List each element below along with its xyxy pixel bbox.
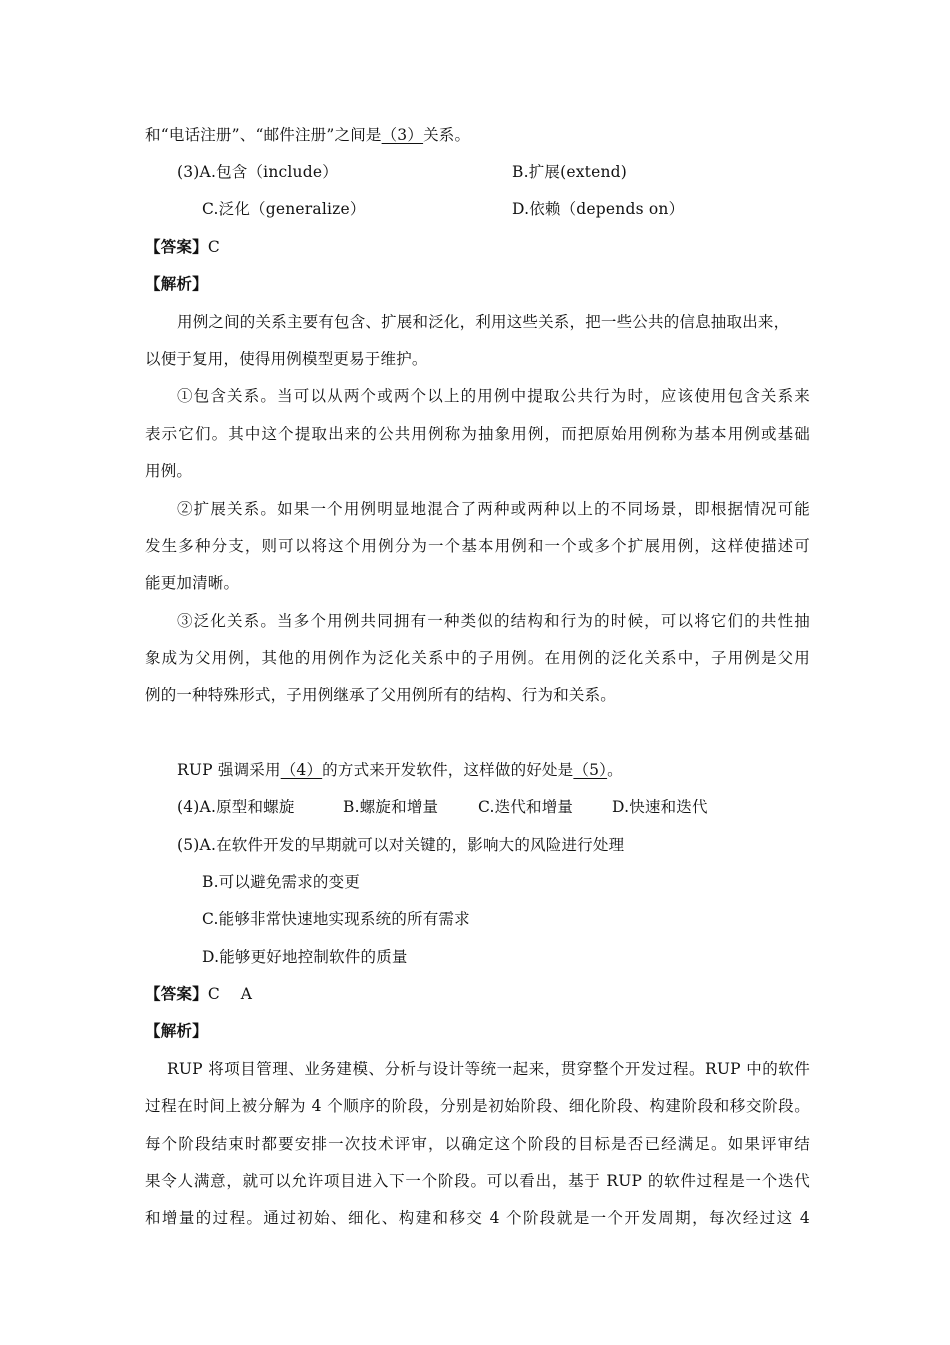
q45-analysis-l5: 和增量的过程。通过初始、细化、构建和移交 4 个阶段就是一个开发周期，每次经过这 4 [145, 1209, 810, 1227]
q3-analysis-p2-l3: 用例。 [145, 462, 193, 480]
q3-analysis-p2-l1: ①包含关系。当可以从两个或两个以上的用例中提取公共行为时，应该使用包含关系来 [177, 387, 810, 405]
q3-analysis-label: 【解析】 [145, 274, 208, 293]
q45-stem-b: 的方式来开发软件，这样做的好处是 [322, 761, 574, 779]
q3-option-b: B.扩展(extend) [512, 163, 628, 181]
q45-stem-a: RUP 强调采用 [177, 761, 281, 779]
q5-blank: （5） [573, 761, 608, 779]
q3-stem [145, 124, 810, 146]
q3-analysis-p1-l2: 以便于复用，使得用例模型更易于维护。 [145, 350, 428, 368]
q3-analysis-p4-l3: 例的一种特殊形式，子用例继承了父用例所有的结构、行为和关系。 [145, 686, 617, 704]
q3-options-row2 [202, 198, 867, 220]
q3-analysis-p3-l3: 能更加清晰。 [145, 574, 240, 592]
q3-answer-label: 【答案】 [145, 237, 208, 256]
q45-stem [177, 759, 842, 781]
q3-option-a: (3)A.包含（include） [177, 163, 338, 181]
q5-option-a: (5)A.在软件开发的早期就可以对关键的，影响大的风险进行处理 [177, 836, 625, 854]
q45-analysis-l2: 过程在时间上被分解为 4 个顺序的阶段，分别是初始阶段、细化阶段、构建阶段和移交阶段。 [145, 1097, 810, 1115]
q3-option-d: D.依赖（depends on） [512, 200, 685, 218]
q45-answer [145, 983, 810, 1005]
q3-answer [145, 236, 810, 258]
q3-stem-suffix: 关系。 [423, 126, 471, 144]
q3-analysis-p3-l1: ②扩展关系。如果一个用例明显地混合了两种或两种以上的不同场景，即根据情况可能 [177, 500, 810, 518]
q5-option-c: C.能够非常快速地实现系统的所有需求 [202, 910, 470, 928]
q4-option-b: B.螺旋和增量 [343, 798, 439, 816]
q4-option-a: (4)A.原型和螺旋 [177, 798, 295, 816]
q3-analysis-p2-l2: 表示它们。其中这个提取出来的公共用例称为抽象用例，而把原始用例称为基本用例或基础 [145, 425, 810, 443]
q45-analysis-l1: RUP 将项目管理、业务建模、分析与设计等统一起来，贯穿整个开发过程。RUP 中的软件 [167, 1060, 810, 1078]
q3-analysis-p4-l2: 象成为父用例，其他的用例作为泛化关系中的子用例。在用例的泛化关系中，子用例是父用 [145, 649, 810, 667]
q3-analysis-p3-l2: 发生多种分支，则可以将这个用例分为一个基本用例和一个或多个扩展用例，这样使描述可 [145, 537, 810, 555]
q3-option-c: C.泛化（generalize） [202, 200, 366, 218]
q45-analysis-l3: 每个阶段结束时都要安排一次技术评审，以确定这个阶段的目标是否已经满足。如果评审结 [145, 1135, 810, 1153]
q4-blank: （4） [280, 761, 323, 779]
q4-option-d: D.快速和迭代 [612, 798, 708, 816]
q3-blank: （3） [381, 126, 424, 144]
q5-option-d: D.能够更好地控制软件的质量 [202, 948, 408, 966]
q45-analysis-label: 【解析】 [145, 1021, 208, 1040]
q45-answer-value: C A [207, 985, 253, 1003]
q3-stem-prefix: 和“电话注册”、“邮件注册”之间是 [145, 126, 382, 144]
q4-option-c: C.迭代和增量 [478, 798, 574, 816]
q5-option-b: B.可以避免需求的变更 [202, 873, 361, 891]
q3-analysis-p1-l1: 用例之间的关系主要有包含、扩展和泛化，利用这些关系，把一些公共的信息抽取出来， [177, 313, 790, 331]
q45-answer-label: 【答案】 [145, 984, 208, 1003]
q3-analysis-p4-l1: ③泛化关系。当多个用例共同拥有一种类似的结构和行为的时候，可以将它们的共性抽 [177, 612, 810, 630]
q45-analysis-l4: 果令人满意，就可以允许项目进入下一个阶段。可以看出，基于 RUP 的软件过程是一个迭代 [145, 1172, 810, 1190]
q3-options-row1 [177, 161, 842, 183]
q3-answer-value: C [207, 238, 220, 256]
q4-options [177, 796, 842, 818]
q45-stem-c: 。 [607, 761, 623, 779]
